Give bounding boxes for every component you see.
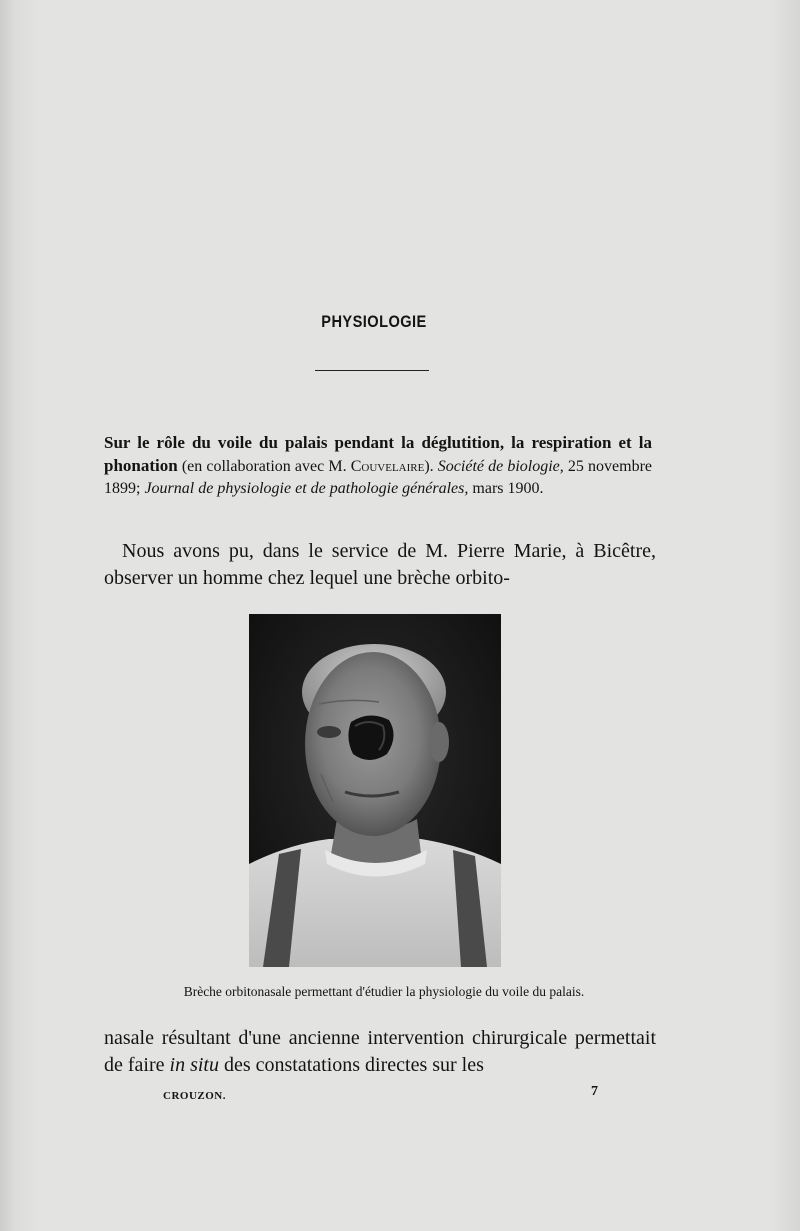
paragraph-2-italic: in situ — [169, 1054, 219, 1076]
section-heading: PHYSIOLOGIE — [321, 312, 427, 331]
patient-photograph — [249, 614, 501, 967]
footer-author: CROUZON. — [163, 1090, 226, 1102]
body-paragraph-2 — [104, 1025, 656, 1079]
citation-journal-2: Journal de physiologie et de pathologie générales, — [144, 480, 469, 497]
citation-collab-prefix: (en collaboration avec M. — [177, 458, 351, 475]
footer-page-number: 7 — [591, 1084, 598, 1099]
citation-block — [104, 432, 652, 500]
citation-title: Sur le rôle du voile du palais pendant la déglutition, la respiration et la phonation — [104, 433, 652, 475]
paragraph-2-text-after: des constatations directes sur les — [218, 1054, 484, 1076]
body-paragraph-1: Nous avons pu, dans le service de M. Pierre Marie, à Bicêtre, observer un homme chez lequel une brèche orbito- — [104, 540, 656, 589]
citation-journal-1: Société de biologie, — [437, 458, 564, 475]
heading-rule — [315, 370, 429, 371]
citation-collab-name: Couvelaire — [350, 458, 425, 475]
citation-collab-suffix: ). — [424, 458, 438, 475]
figure-caption: Brèche orbitonasale permettant d'étudier la physiologie du voile du palais. — [183, 984, 585, 999]
citation-date-2: mars 1900. — [468, 480, 544, 497]
patient-photo-image — [249, 614, 501, 967]
citation-date-1: 25 novembre 1899; — [104, 458, 653, 497]
paragraph-2-text-before: nasale résultant d'une ancienne intervention chirurgicale permettait de faire — [104, 1027, 656, 1076]
